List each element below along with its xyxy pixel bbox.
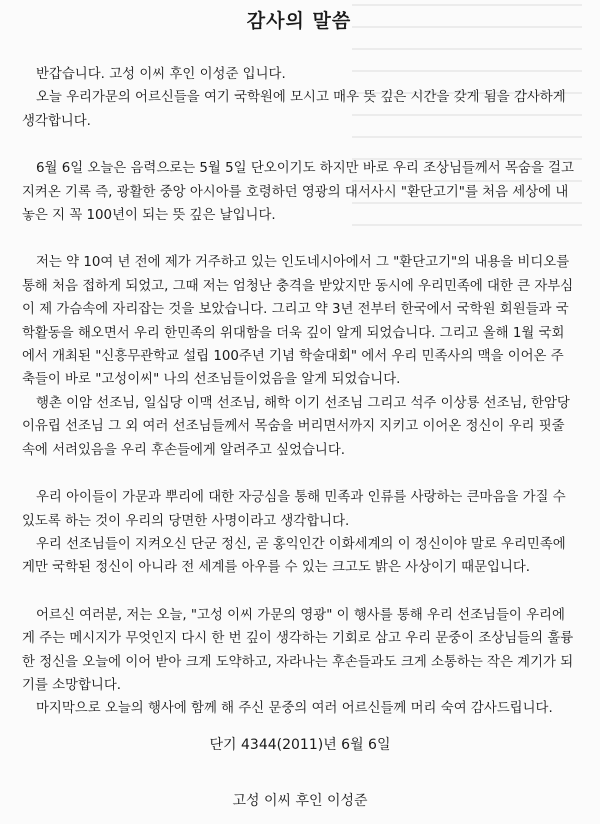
spirit-text: 우리 선조님들이 지켜오신 단군 정신, 곧 홍익인간 이화세계의 이 정신이야 말로 우리민족에게만 국학된 정신이 아니라 전 세계를 아우를 수 있는 크고도 밝은 사상이기 때문입니다. <box>22 536 566 576</box>
paragraph-anniversary <box>22 157 576 227</box>
gratitude-line: 오늘 우리가문의 어르신들을 여기 국학원에 모시고 매우 뜻 깊은 시간을 갖게 됨을 감사하게 생각합니다. <box>22 90 566 129</box>
thanks-text: 마지막으로 오늘의 행사에 함께 해 주신 문중의 여러 어르신들께 머리 숙여 감사드립니다. <box>36 701 553 717</box>
paragraph-ancestors <box>22 251 576 462</box>
mission-text: 우리 아이들이 가문과 뿌리에 대한 자긍심을 통해 민족과 인류를 사랑하는 큰마음을 가질 수 있도록 하는 것이 우리의 당면한 사명이라고 생각합니다. <box>22 490 566 529</box>
page-title: 감사의 말씀 <box>246 10 352 32</box>
paragraph-closing <box>22 604 576 721</box>
discovery-text: 저는 약 10여 년 전에 제가 거주하고 있는 인도네시아에서 그 "환단고기"의 내용을 비디오를 통해 처음 접하게 되었고, 그때 저는 엄청난 충격을 받았지만 동시에 우리민족에 대한 큰 자부심이 제 가슴속에 자리잡는 것을 보았습니다. 그리고 약 3년 전부터 한국에서 국학원 회원들과 국학활동을 해오면서 우리 한민족의 위대함을 더욱 깊이 알게 되었습니다. 그리고 올해 1월 국회에서 개최된 "신흥무관학교 설립 100주년 기념 학술대회" 에서 우리 민족사의 맥을 이어온 주축들이 바로 "고성이씨" 나의 선조님들이었음을 알게 되었습니다. <box>22 255 574 388</box>
paragraph-mission <box>22 486 576 580</box>
ancestors-text: 행촌 이암 선조님, 일십당 이맥 선조님, 해학 이기 선조님 그리고 석주 이상룡 선조님, 한암당 이유립 선조님 그 외 여러 선조님들께서 목숨을 버리면서까지 지키고 이어온 정신이 우리 핏줄 속에 서려있음을 우리 후손들에게 알려주고 싶었습니다. <box>22 395 570 458</box>
closing-text: 어르신 여러분, 저는 오늘, "고성 이씨 가문의 영광" 이 행사를 통해 우리 선조님들이 우리에게 주는 메시지가 무엇인지 다시 한 번 깊이 생각하는 기회로 삼고 우리 문중이 조상님들의 훌륭한 정신을 오늘에 이어 받아 크게 도약하고, 자라나는 후손들과도 크게 소통하는 작은 계기가 되기를 소망합니다. <box>22 607 574 693</box>
signature: 고성 이씨 후인 이성준 <box>232 793 368 809</box>
dateline: 단기 4344(2011)년 6월 6일 <box>209 737 391 753</box>
paragraph-greeting <box>22 63 576 133</box>
letter-body <box>22 63 576 721</box>
greeting-line: 반갑습니다. 고성 이씨 후인 이성준 입니다. <box>36 67 286 82</box>
anniversary-text: 6월 6일 오늘은 음력으로는 5월 5일 단오이기도 하지만 바로 우리 조상님들께서 목숨을 걸고 지켜온 기록 즉, 광활한 중앙 아시아를 호령하던 영광의 대서사시 "환단고기"를 처음 세상에 내놓은 지 꼭 100년이 되는 뜻 깊은 날입니다. <box>22 161 574 224</box>
